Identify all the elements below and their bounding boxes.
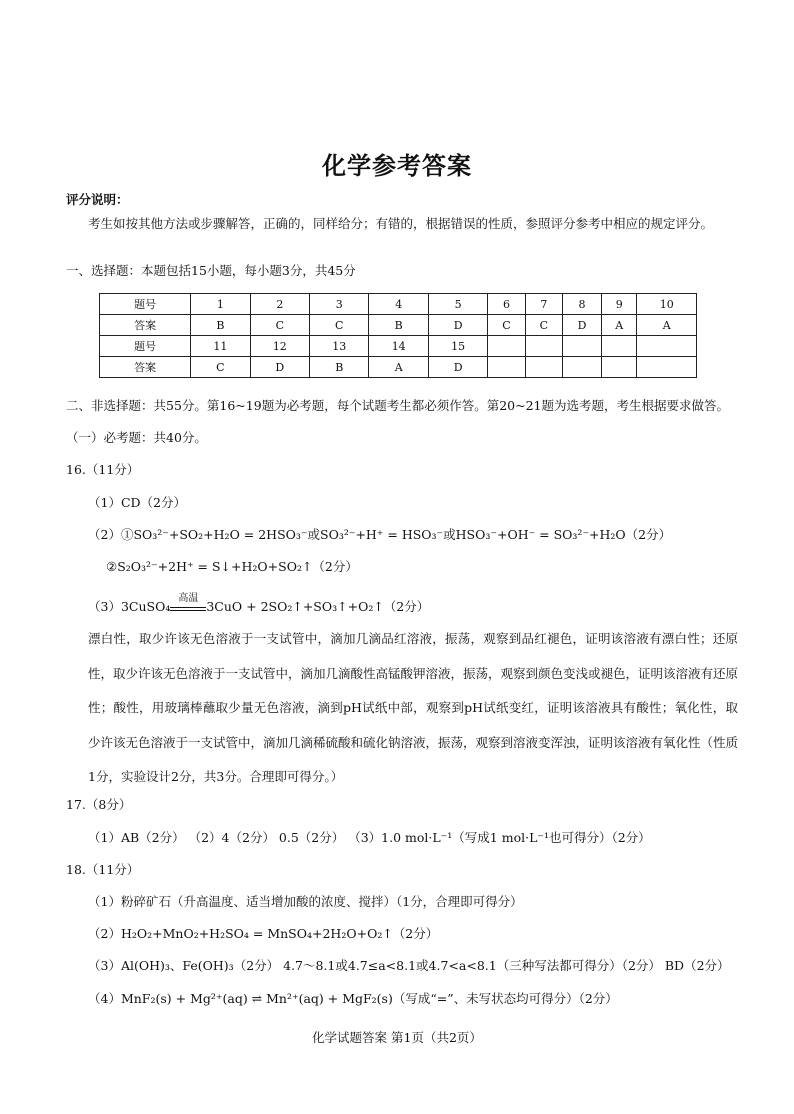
answer-table-cell: B [310, 357, 369, 378]
answer-table-cell: 8 [563, 294, 602, 315]
answer-table-cell: 2 [250, 294, 309, 315]
q16-part3 [88, 593, 430, 616]
answer-table-cell [488, 336, 525, 357]
answer-table-cell: A [637, 315, 697, 336]
answer-table-cell [601, 336, 636, 357]
answer-table-cell: D [428, 315, 487, 336]
q18-part4: （4）MnF₂(s) + Mg²⁺(aq) ⇌ Mn²⁺(aq) + MgF₂(s)（写成“=”、未写状态均可得分）（2分） [88, 991, 618, 1006]
q16-part1: （1）CD（2分） [88, 495, 186, 510]
q16-part2b: ②S₂O₃²⁻+2H⁺ = S↓+H₂O+SO₂↑（2分） [106, 559, 358, 574]
page-title: 化学参考答案 [322, 152, 472, 180]
answer-table-row-label: 题号 [100, 294, 191, 315]
answer-table-cell: D [563, 315, 602, 336]
answer-table-cell [525, 357, 562, 378]
answer-table-row-label: 答案 [100, 315, 191, 336]
answer-table-cell: 11 [191, 336, 250, 357]
answer-table-cell: 4 [369, 294, 428, 315]
answer-table-cell: 15 [428, 336, 487, 357]
answer-table-row [100, 357, 697, 378]
q18-part2: （2）H₂O₂+MnO₂+H₂SO₄ = MnSO₄+2H₂O+O₂↑（2分） [88, 926, 439, 941]
answer-table [99, 293, 697, 378]
answer-table-cell: B [369, 315, 428, 336]
answer-table-cell: A [369, 357, 428, 378]
answer-table-cell [563, 336, 602, 357]
answer-table-cell [525, 336, 562, 357]
answer-table-cell [601, 357, 636, 378]
answer-table-cell: 13 [310, 336, 369, 357]
answer-table-cell: B [191, 315, 250, 336]
section2-heading: 二、非选择题：共55分。第16~19题为必考题，每个试题考生都必须作答。第20~21题为选考题，考生根据要求做答。 [66, 398, 729, 413]
answer-table-row [100, 315, 697, 336]
q16-heading: 16.（11分） [66, 462, 140, 477]
answer-table-cell: C [488, 315, 525, 336]
scoring-text: 考生如按其他方法或步骤解答，正确的，同样给分；有错的，根据错误的性质，参照评分参考中相应的规定评分。 [88, 216, 714, 231]
answer-table-row-label: 题号 [100, 336, 191, 357]
page-footer: 化学试题答案 第1页（共2页） [312, 1030, 482, 1045]
q17-answers: （1）AB（2分） （2）4（2分） 0.5（2分） （3）1.0 mol·L⁻¹（写成1 mol·L⁻¹也可得分）（2分） [88, 830, 651, 845]
answer-table-cell: 14 [369, 336, 428, 357]
answer-table-cell: 1 [191, 294, 250, 315]
q17-heading: 17.（8分） [66, 797, 132, 812]
q16-part3-reactant: （3）3CuSO₄ [88, 599, 171, 614]
answer-table-cell: C [310, 315, 369, 336]
answer-table-cell: C [525, 315, 562, 336]
answer-table-row-label: 答案 [100, 357, 191, 378]
answer-table-row [100, 336, 697, 357]
q18-part3: （3）Al(OH)₃、Fe(OH)₃（2分） 4.7～8.1或4.7≤a<8.1或4.7<a<8.1（三种写法都可得分）（2分） BD（2分） [88, 958, 730, 973]
answer-table-cell: 9 [601, 294, 636, 315]
q18-part1: （1）粉碎矿石（升高温度、适当增加酸的浓度、搅拌）（1分，合理即可得分） [88, 894, 523, 909]
answer-table-cell: 7 [525, 294, 562, 315]
q18-heading: 18.（11分） [66, 862, 140, 877]
answer-table-cell: 3 [310, 294, 369, 315]
section1-heading: 一、选择题：本题包括15小题，每小题3分，共45分 [66, 263, 356, 278]
q16-part3-products: 3CuO + 2SO₂↑+SO₃↑+O₂↑（2分） [206, 599, 430, 614]
answer-table-cell: A [601, 315, 636, 336]
section2a-heading: （一）必考题：共40分。 [66, 430, 207, 445]
answer-table-cell: 6 [488, 294, 525, 315]
answer-table-cell: 5 [428, 294, 487, 315]
answer-table-cell [637, 336, 697, 357]
answer-table-cell: 12 [250, 336, 309, 357]
answer-table-cell [488, 357, 525, 378]
answer-table-cell: D [250, 357, 309, 378]
answer-table-cell: C [191, 357, 250, 378]
reaction-condition-label: 高温 [178, 593, 199, 604]
q16-part2a: （2）①SO₃²⁻+SO₂+H₂O = 2HSO₃⁻或SO₃²⁻+H⁺ = HSO₃⁻或HSO₃⁻+OH⁻ = SO₃²⁻+H₂O（2分） [88, 527, 672, 542]
q16-explanation: 漂白性，取少许该无色溶液于一支试管中，滴加几滴品红溶液，振荡，观察到品红褪色，证明该溶液有漂白性；还原性，取少许该无色溶液于一支试管中，滴加几滴酸性高锰酸钾溶液，振荡，观察到颜色变浅或褪色，证明该溶液有还原性；酸性，用玻璃棒蘸取少量无色溶液，滴到pH试纸中部，观察到pH试纸变红，证明该溶液具有酸性；氧化性，取少许该无色溶液于一支试管中，滴加几滴稀硫酸和硫化钠溶液，振荡，观察到溶液变浑浊，证明该溶液有氧化性（性质1分，实验设计2分，共3分。合理即可得分。） [88, 631, 739, 784]
scoring-heading: 评分说明： [66, 192, 129, 207]
answer-table-cell: 10 [637, 294, 697, 315]
answer-table-cell: D [428, 357, 487, 378]
answer-table-row [100, 294, 697, 315]
answer-table-cell [563, 357, 602, 378]
reaction-condition [170, 593, 206, 611]
answer-table-cell [637, 357, 697, 378]
answer-table-cell: C [250, 315, 309, 336]
